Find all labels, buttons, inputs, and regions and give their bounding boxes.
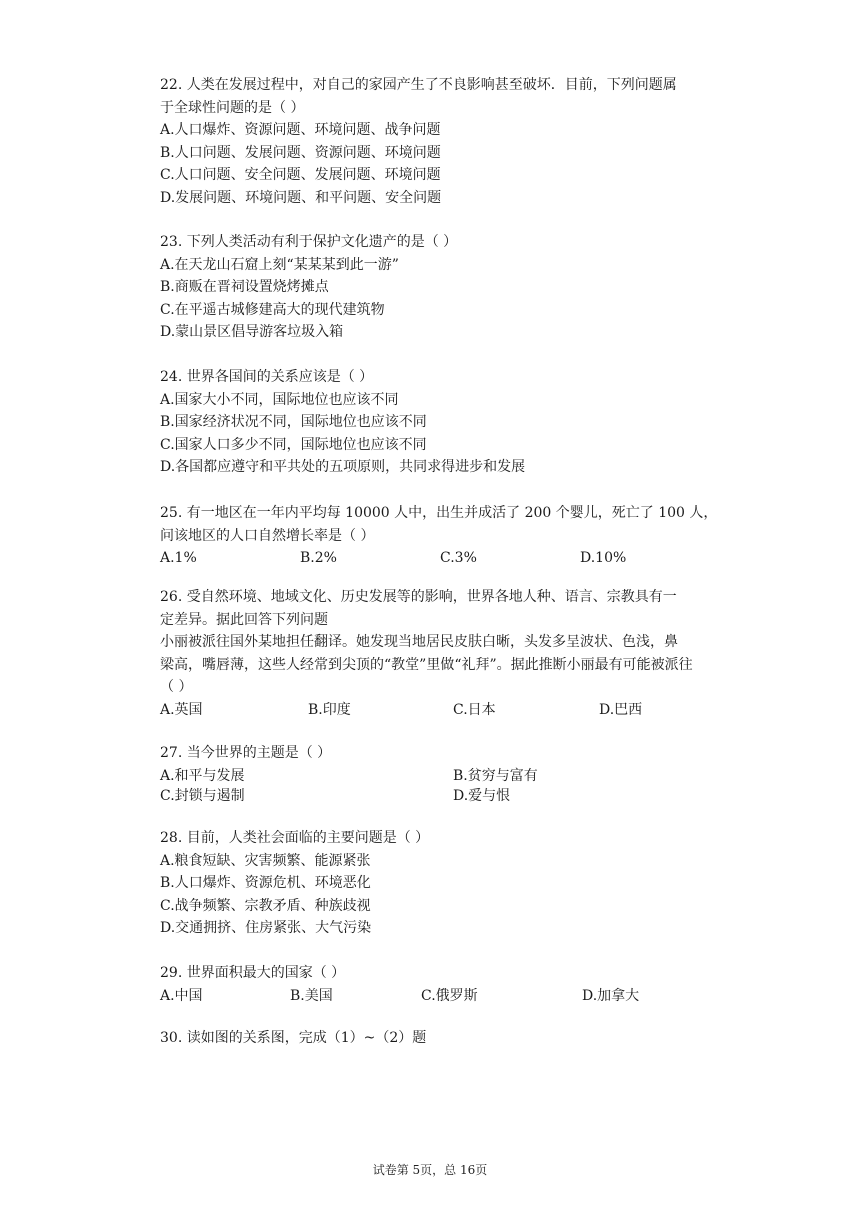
option-b: B.2% xyxy=(300,550,337,566)
option-c: C.3% xyxy=(440,550,477,566)
option-d: D.各国都应遵守和平共处的五项原则，共同求得进步和发展 xyxy=(160,459,526,475)
page-footer: 试卷第 5页，总 16页 xyxy=(372,1163,488,1177)
option-c: C.国家人口多少不同，国际地位也应该不同 xyxy=(160,436,427,453)
option-a: A.和平与发展 xyxy=(160,767,245,784)
option-b: B.人口爆炸、资源危机、环境恶化 xyxy=(160,875,371,891)
option-c: C.人口问题、安全问题、发展问题、环境问题 xyxy=(160,167,441,183)
question-stem: 定差异。据此回答下列问题 xyxy=(160,611,328,628)
option-c: C.日本 xyxy=(453,701,496,718)
option-a: A.英国 xyxy=(160,701,203,718)
option-a: A.在天龙山石窟上刻“某某某到此一游” xyxy=(160,256,399,273)
options-row xyxy=(160,765,750,788)
question-stem: 27. 当今世界的主题是（ ） xyxy=(160,745,332,761)
question-stem: 梁高，嘴唇薄，这些人经常到尖顶的“教堂”里做“礼拜”。据此推断小丽最有可能被派往 xyxy=(160,656,693,673)
question-25 xyxy=(160,502,750,570)
option-a: A.中国 xyxy=(160,987,203,1004)
option-d: D.交通拥挤、住房紧张、大气污染 xyxy=(160,920,372,936)
question-stem: 25. 有一地区在一年内平均每 10000 人中，出生并成活了 200 个婴儿，死亡了 100 人， xyxy=(160,505,718,521)
question-stem: 28. 目前，人类社会面临的主要问题是（ ） xyxy=(160,830,430,846)
question-24 xyxy=(160,366,750,479)
option-d: D.加拿大 xyxy=(582,987,640,1004)
option-d: D.10% xyxy=(580,550,627,566)
option-a: A.人口爆炸、资源问题、环境问题、战争问题 xyxy=(160,122,441,138)
option-b: B.人口问题、发展问题、资源问题、环境问题 xyxy=(160,144,441,161)
options-row xyxy=(160,785,750,808)
question-stem: 23. 下列人类活动有利于保护文化遗产的是（ ） xyxy=(160,234,458,250)
question-stem: 30. 读如图的关系图，完成（1）~（2）题 xyxy=(160,1030,427,1046)
question-30 xyxy=(160,1027,750,1050)
option-c: C.在平遥古城修建高大的现代建筑物 xyxy=(160,301,385,318)
options-row xyxy=(160,547,750,570)
question-stem: 22. 人类在发展过程中，对自己的家园产生了不良影响甚至破坏．目前，下列问题属 xyxy=(160,77,677,93)
question-stem: 于全球性问题的是（ ） xyxy=(160,99,305,116)
question-stem: 24. 世界各国间的关系应该是（ ） xyxy=(160,369,374,385)
question-22 xyxy=(160,74,750,209)
question-stem: 26. 受自然环境、地域文化、历史发展等的影响，世界各地人种、语言、宗教具有一 xyxy=(160,589,677,605)
option-d: D.发展问题、环境问题、和平问题、安全问题 xyxy=(160,189,442,206)
question-stem: 问该地区的人口自然增长率是（ ） xyxy=(160,527,375,544)
question-stem: （ ） xyxy=(160,679,193,695)
question-29 xyxy=(160,962,750,1007)
option-b: B.美国 xyxy=(290,987,333,1004)
question-stem: 小丽被派往国外某地担任翻译。她发现当地居民皮肤白晰，头发多呈波状、色浅，鼻 xyxy=(160,634,678,650)
option-a: A.1% xyxy=(160,550,197,566)
question-27 xyxy=(160,742,750,808)
option-c: C.封锁与遏制 xyxy=(160,788,245,804)
question-28 xyxy=(160,827,750,940)
option-a: A.粮食短缺、灾害频繁、能源紧张 xyxy=(160,852,371,869)
options-row xyxy=(160,985,750,1008)
option-c: C.战争频繁、宗教矛盾、种族歧视 xyxy=(160,897,371,914)
question-23 xyxy=(160,231,750,344)
question-26 xyxy=(160,586,750,721)
option-c: C.俄罗斯 xyxy=(421,987,478,1004)
option-d: D.爱与恨 xyxy=(453,788,511,804)
option-b: B.商贩在晋祠设置烧烤摊点 xyxy=(160,279,329,295)
option-d: D.蒙山景区倡导游客垃圾入箱 xyxy=(160,324,344,340)
option-d: D.巴西 xyxy=(599,701,643,718)
option-b: B.国家经济状况不同，国际地位也应该不同 xyxy=(160,414,427,430)
option-b: B.印度 xyxy=(308,701,351,718)
option-b: B.贫穷与富有 xyxy=(453,767,538,784)
question-stem: 29. 世界面积最大的国家（ ） xyxy=(160,965,346,981)
options-row xyxy=(160,699,750,722)
option-a: A.国家大小不同，国际地位也应该不同 xyxy=(160,391,399,408)
